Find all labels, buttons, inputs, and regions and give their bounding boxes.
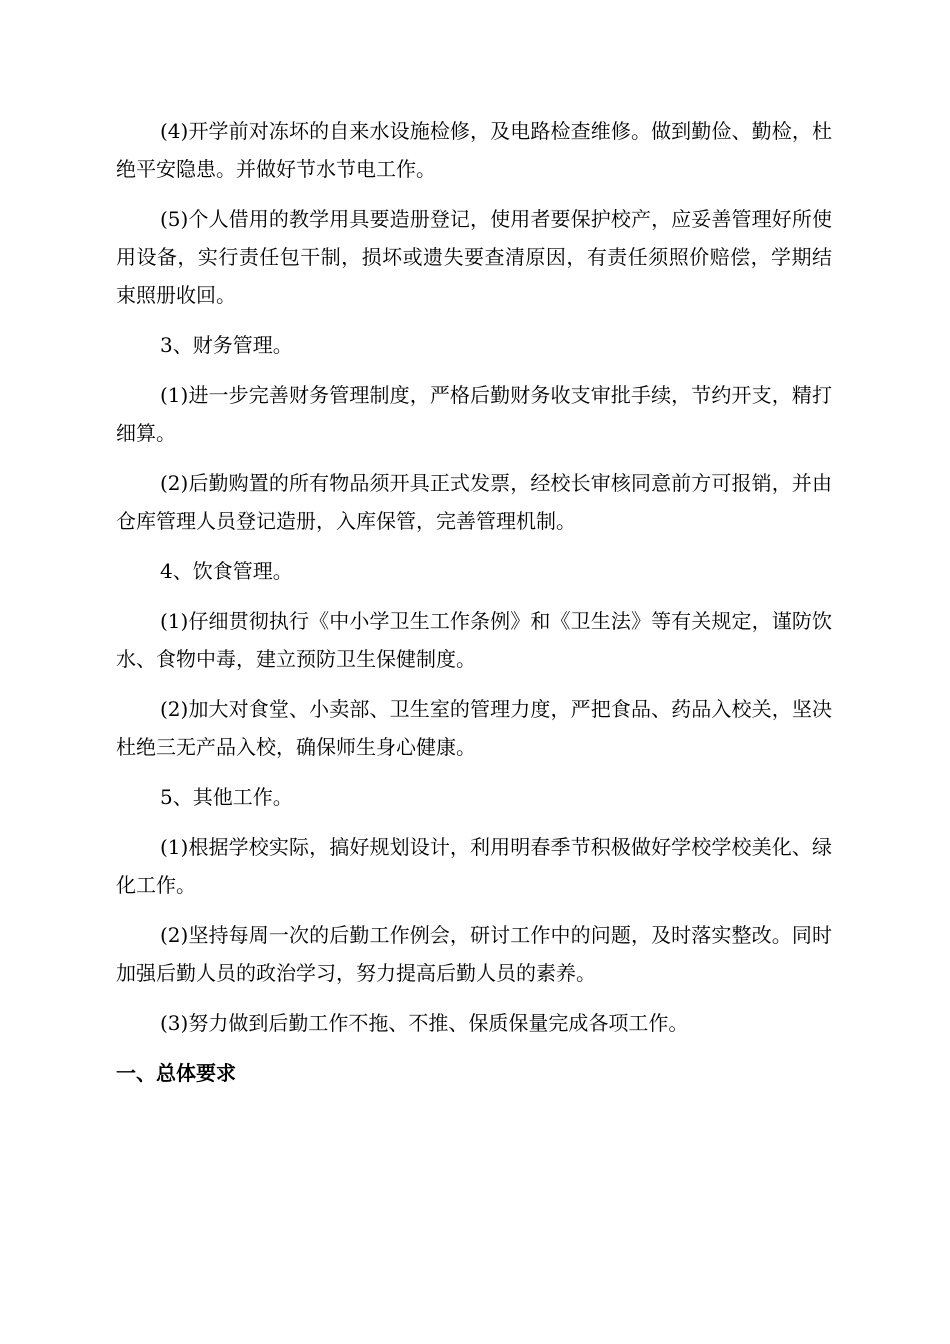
paragraph-other-meeting: (2)坚持每周一次的后勤工作例会，研讨工作中的问题，及时落实整改。同时加强后勤人员的政治学习，努力提高后勤人员的素养。 [116, 923, 832, 985]
subheading-other: 5、其他工作。 [160, 785, 293, 809]
paragraph-finance-system: (1)进一步完善财务管理制度，严格后勤财务收支审批手续，节约开支，精打细算。 [116, 383, 832, 445]
section-heading: 一、总体要求 [116, 1061, 236, 1085]
paragraph-other-greening: (1)根据学校实际，搞好规划设计，利用明春季节积极做好学校学校美化、绿化工作。 [116, 835, 832, 897]
paragraph-finance-invoice: (2)后勤购置的所有物品须开具正式发票，经校长审核同意前方可报销，并由仓库管理人员登记造册，入库保管，完善管理机制。 [116, 471, 832, 533]
paragraph-food-canteen: (2)加大对食堂、小卖部、卫生室的管理力度，严把食品、药品入校关，坚决杜绝三无产品入校，确保师生身心健康。 [116, 697, 832, 759]
subheading-finance: 3、财务管理。 [160, 333, 293, 357]
subheading-food: 4、饮食管理。 [160, 559, 293, 583]
paragraph-teaching-equipment: (5)个人借用的教学用具要造册登记，使用者要保护校产，应妥善管理好所使用设备，实行责任包干制，损坏或遗失要查清原因，有责任须照价赔偿，学期结束照册收回。 [116, 207, 832, 307]
paragraph-food-hygiene: (1)仔细贯彻执行《中小学卫生工作条例》和《卫生法》等有关规定，谨防饮水、食物中毒，建立预防卫生保健制度。 [116, 609, 832, 671]
paragraph-other-quality: (3)努力做到后勤工作不拖、不推、保质保量完成各项工作。 [160, 1011, 689, 1035]
paragraph-water-electric-repair: (4)开学前对冻坏的自来水设施检修，及电路检查维修。做到勤俭、勤检，杜绝平安隐患。并做好节水节电工作。 [116, 119, 832, 181]
